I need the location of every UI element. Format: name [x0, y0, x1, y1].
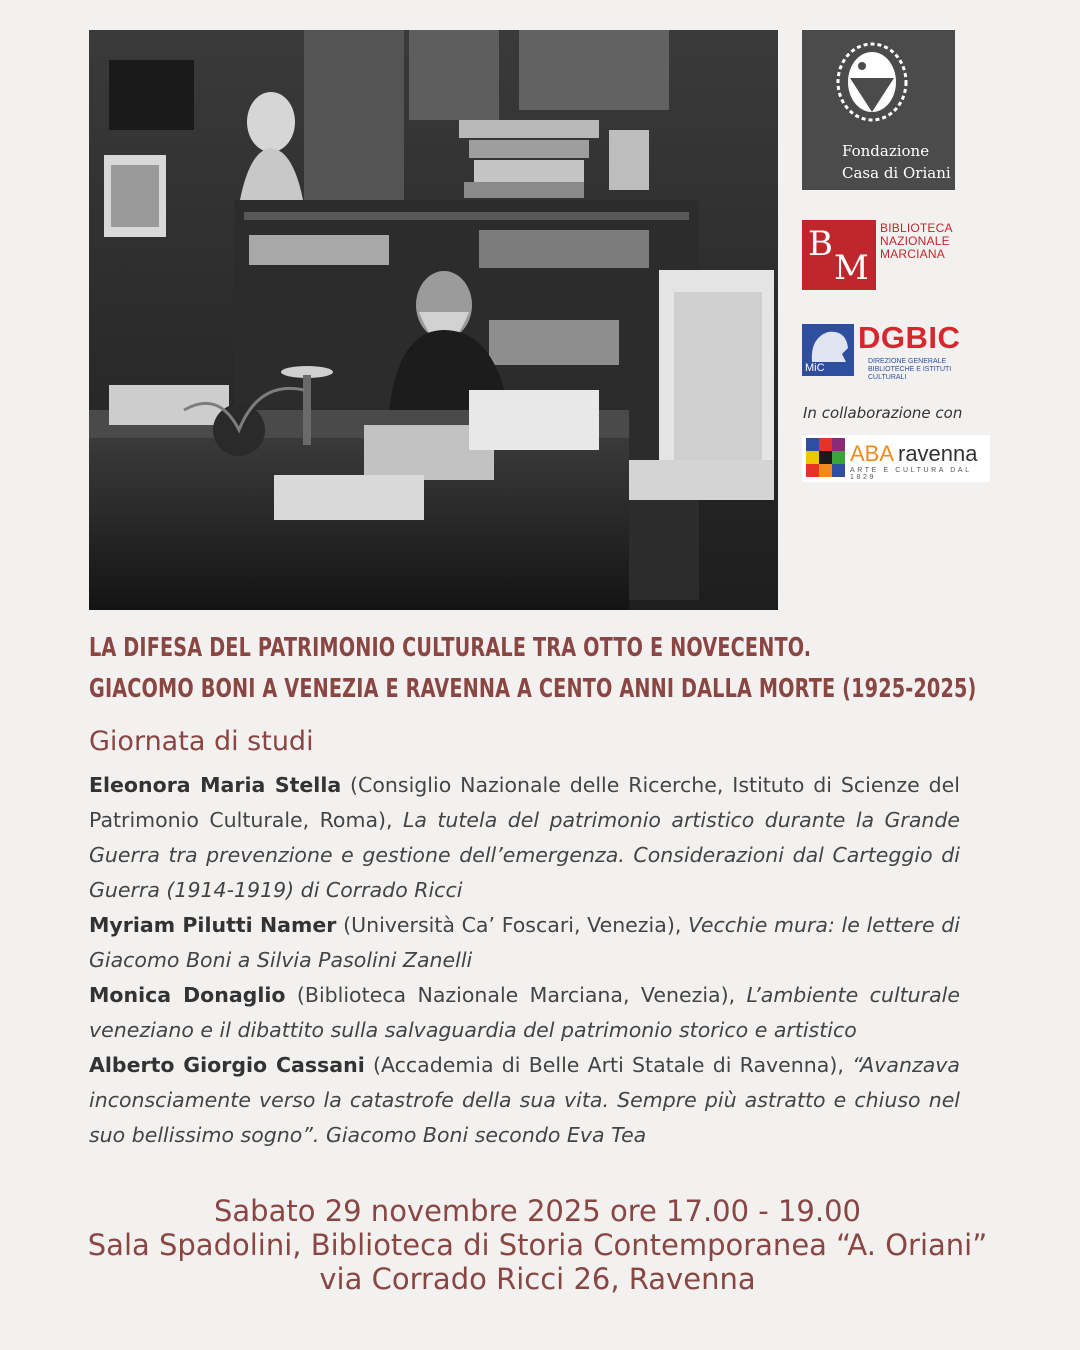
- aba-ravenna-logo: [802, 435, 990, 482]
- fondazione-casa-oriani-logo: [802, 30, 955, 190]
- aba-wordmark: ABA: [850, 441, 895, 466]
- talk-title: La tutela del patrimonio artistico durante la Grande Guerra tra prevenzione e gestione dell’emergenza. Considerazioni dal Carteggio di Guerra (1914-1919) di Corrado Ricci: [89, 808, 960, 902]
- dgbic-full-name: DIREZIONE GENERALE BIBLIOTECHE E ISTITUTI CULTURALI: [868, 358, 952, 381]
- speaker-name: Alberto Giorgio Cassani: [89, 1053, 365, 1077]
- oriani-emblem-icon: [832, 38, 912, 124]
- speaker-name: Monica Donaglio: [89, 983, 286, 1007]
- title-line-1: LA DIFESA DEL PATRIMONIO CULTURALE TRA OTTO E NOVECENTO.: [89, 633, 812, 663]
- dgbic-logo: [802, 320, 977, 381]
- event-details: [0, 1194, 1075, 1296]
- speaker-affiliation: (Università Ca’ Foscari, Venezia),: [336, 913, 689, 937]
- event-date: Sabato 29 novembre 2025 ore 17.00 - 19.00: [214, 1194, 861, 1228]
- mic-label: MiC: [805, 362, 825, 374]
- speaker-name: Eleonora Maria Stella: [89, 773, 342, 797]
- talk-item: [89, 768, 960, 908]
- event-title: [89, 628, 977, 710]
- dgbic-acronym: DGBIC: [858, 320, 961, 355]
- speaker-affiliation: (Biblioteca Nazionale Marciana, Venezia),: [285, 983, 747, 1007]
- talk-title: Vecchie mura: le lettere di Giacomo Boni a Silvia Pasolini Zanelli: [89, 913, 960, 972]
- talk-list: [89, 768, 960, 1153]
- aba-mosaic-icon: [806, 438, 846, 478]
- bnm-letter-m: M: [834, 248, 869, 288]
- bnm-letter-b: B: [808, 224, 833, 264]
- speaker-affiliation: (Consiglio Nazionale delle Ricerche, Istituto di Scienze del Patrimonio Culturale, Roma),: [89, 773, 960, 832]
- mic-badge: [802, 324, 854, 376]
- title-line-2: GIACOMO BONI A VENEZIA E RAVENNA A CENTO ANNI DALLA MORTE (1925-2025): [89, 674, 977, 704]
- aba-tagline: ARTE E CULTURA DAL 1829: [850, 467, 972, 481]
- bnm-name: BIBLIOTECA NAZIONALE MARCIANA: [880, 221, 953, 261]
- talk-title: L’ambiente culturale veneziano e il dibattito sulla salvaguardia del patrimonio storico e artistico: [89, 983, 960, 1042]
- event-subtitle: Giornata di studi: [89, 726, 314, 757]
- oriani-name: Fondazione Casa di Oriani: [842, 142, 951, 182]
- talk-item: [89, 1048, 960, 1153]
- biblioteca-nazionale-marciana-logo: [802, 220, 953, 290]
- talk-item: [89, 908, 960, 978]
- collaboration-label: In collaborazione con: [803, 404, 963, 422]
- talk-item: [89, 978, 960, 1048]
- event-venue: Sala Spadolini, Biblioteca di Storia Contemporanea “A. Oriani”: [87, 1228, 988, 1262]
- historical-photo: [89, 30, 778, 610]
- speaker-name: Myriam Pilutti Namer: [89, 913, 337, 937]
- speaker-affiliation: (Accademia di Belle Arti Statale di Ravenna),: [364, 1053, 853, 1077]
- mic-profile-icon: [802, 324, 854, 364]
- aba-city: ravenna: [898, 441, 978, 466]
- talk-title: “Avanzava inconsciamente verso la catastrofe della sua vita. Sempre più astratto e chiuso nel suo bellissimo sogno”. Giacomo Boni secondo Eva Tea: [89, 1053, 960, 1147]
- bnm-mark: [802, 220, 876, 290]
- event-address: via Corrado Ricci 26, Ravenna: [319, 1262, 756, 1296]
